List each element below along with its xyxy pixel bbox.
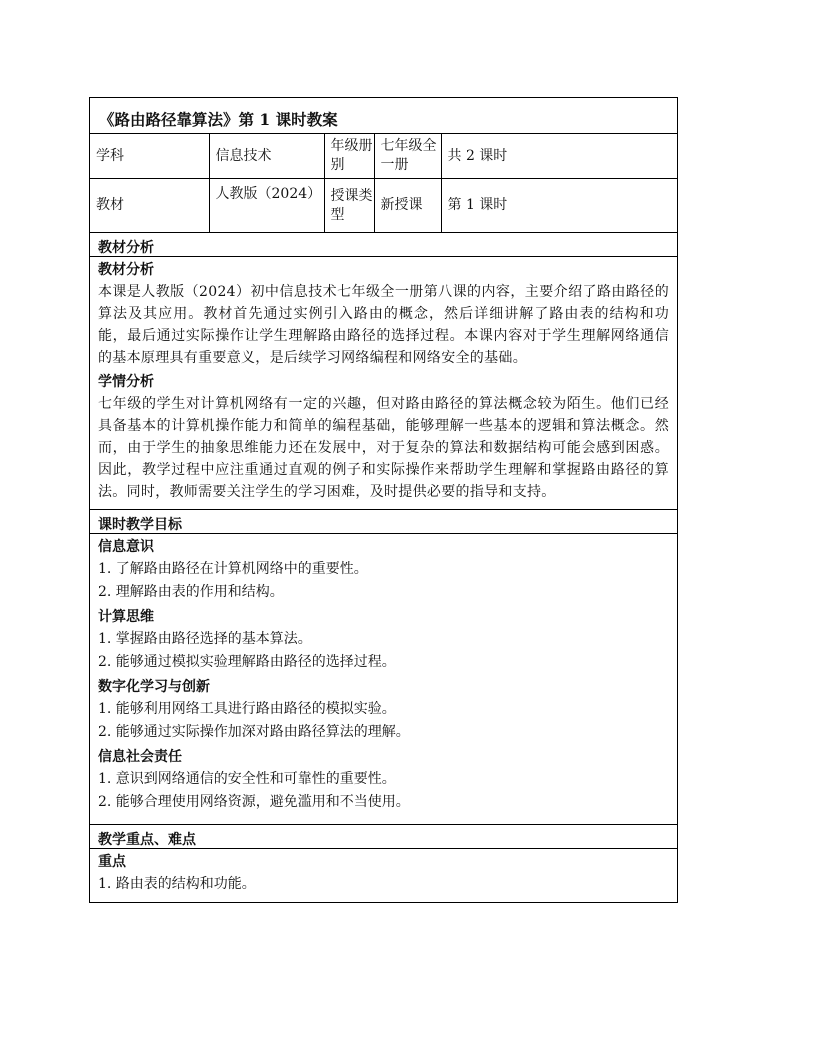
textbook-analysis-text: 本课是人教版（2024）初中信息技术七年级全一册第八课的内容，主要介绍了路由路径的算法及其应用。教材首先通过实例引入路由的概念，然后详细讲解了路由表的结构和功能，最后通过实际操作让学生理解路由路径的选择过程。本课内容对于学生理解网络通信的基本原理具有重要意义，是后续学习网络编程和网络安全的基础。: [98, 284, 669, 366]
lesson-type-label: 授课类型: [324, 179, 374, 233]
objectives-section: [90, 510, 677, 825]
lesson-number: 第 1 课时: [441, 179, 677, 233]
material-analysis-section: [90, 233, 677, 510]
total-lessons: 共 2 课时: [441, 134, 677, 179]
document-title: 《路由路径靠算法》第 1 课时教案: [90, 98, 677, 134]
grade-value: 七年级全一册: [374, 134, 441, 179]
lesson-type-value: 新授课: [374, 179, 441, 233]
info-row-textbook: [90, 179, 677, 233]
objective-item: 2. 理解路由表的作用和结构。: [98, 584, 284, 600]
key-points-subheading: 重点: [98, 854, 126, 870]
info-row-subject: [90, 134, 677, 179]
lesson-plan-sheet: [89, 97, 678, 903]
objective-item: 1. 能够利用网络工具进行路由路径的模拟实验。: [98, 701, 396, 717]
textbook-value: 人教版（2024）: [209, 179, 324, 233]
grade-label: 年级册别: [324, 134, 374, 179]
objective-group-title: 计算思维: [98, 609, 154, 625]
subject-label: 学科: [90, 134, 209, 179]
key-point-item: 1. 路由表的结构和功能。: [98, 876, 256, 892]
textbook-label: 教材: [90, 179, 209, 233]
objective-item: 2. 能够通过模拟实验理解路由路径的选择过程。: [98, 654, 396, 670]
objective-group-title: 信息意识: [98, 539, 154, 555]
subject-value: 信息技术: [209, 134, 324, 179]
objective-item: 2. 能够通过实际操作加深对路由路径算法的理解。: [98, 724, 410, 740]
info-table: [90, 134, 677, 233]
key-points-section: [90, 825, 677, 902]
key-points-heading: 教学重点、难点: [90, 825, 677, 849]
objective-item: 1. 了解路由路径在计算机网络中的重要性。: [98, 561, 368, 577]
learner-analysis-subheading: 学情分析: [98, 374, 154, 390]
material-analysis-heading: 教材分析: [90, 233, 677, 257]
objectives-heading: 课时教学目标: [90, 510, 677, 534]
textbook-analysis-subheading: 教材分析: [98, 262, 154, 278]
objective-item: 2. 能够合理使用网络资源，避免滥用和不当使用。: [98, 794, 410, 810]
objective-item: 1. 意识到网络通信的安全性和可靠性的重要性。: [98, 771, 396, 787]
objective-group-title: 数字化学习与创新: [98, 679, 210, 695]
objective-item: 1. 掌握路由路径选择的基本算法。: [98, 631, 312, 647]
learner-analysis-text: 七年级的学生对计算机网络有一定的兴趣，但对路由路径的算法概念较为陌生。他们已经具备基本的计算机操作能力和简单的编程基础，能够理解一些基本的逻辑和算法概念。然而，由于学生的抽象思维能力还在发展中，对于复杂的算法和数据结构可能会感到困惑。因此，教学过程中应注重通过直观的例子和实际操作来帮助学生理解和掌握路由路径的算法。同时，教师需要关注学生的学习困难，及时提供必要的指导和支持。: [98, 396, 669, 500]
objective-group-title: 信息社会责任: [98, 749, 182, 765]
